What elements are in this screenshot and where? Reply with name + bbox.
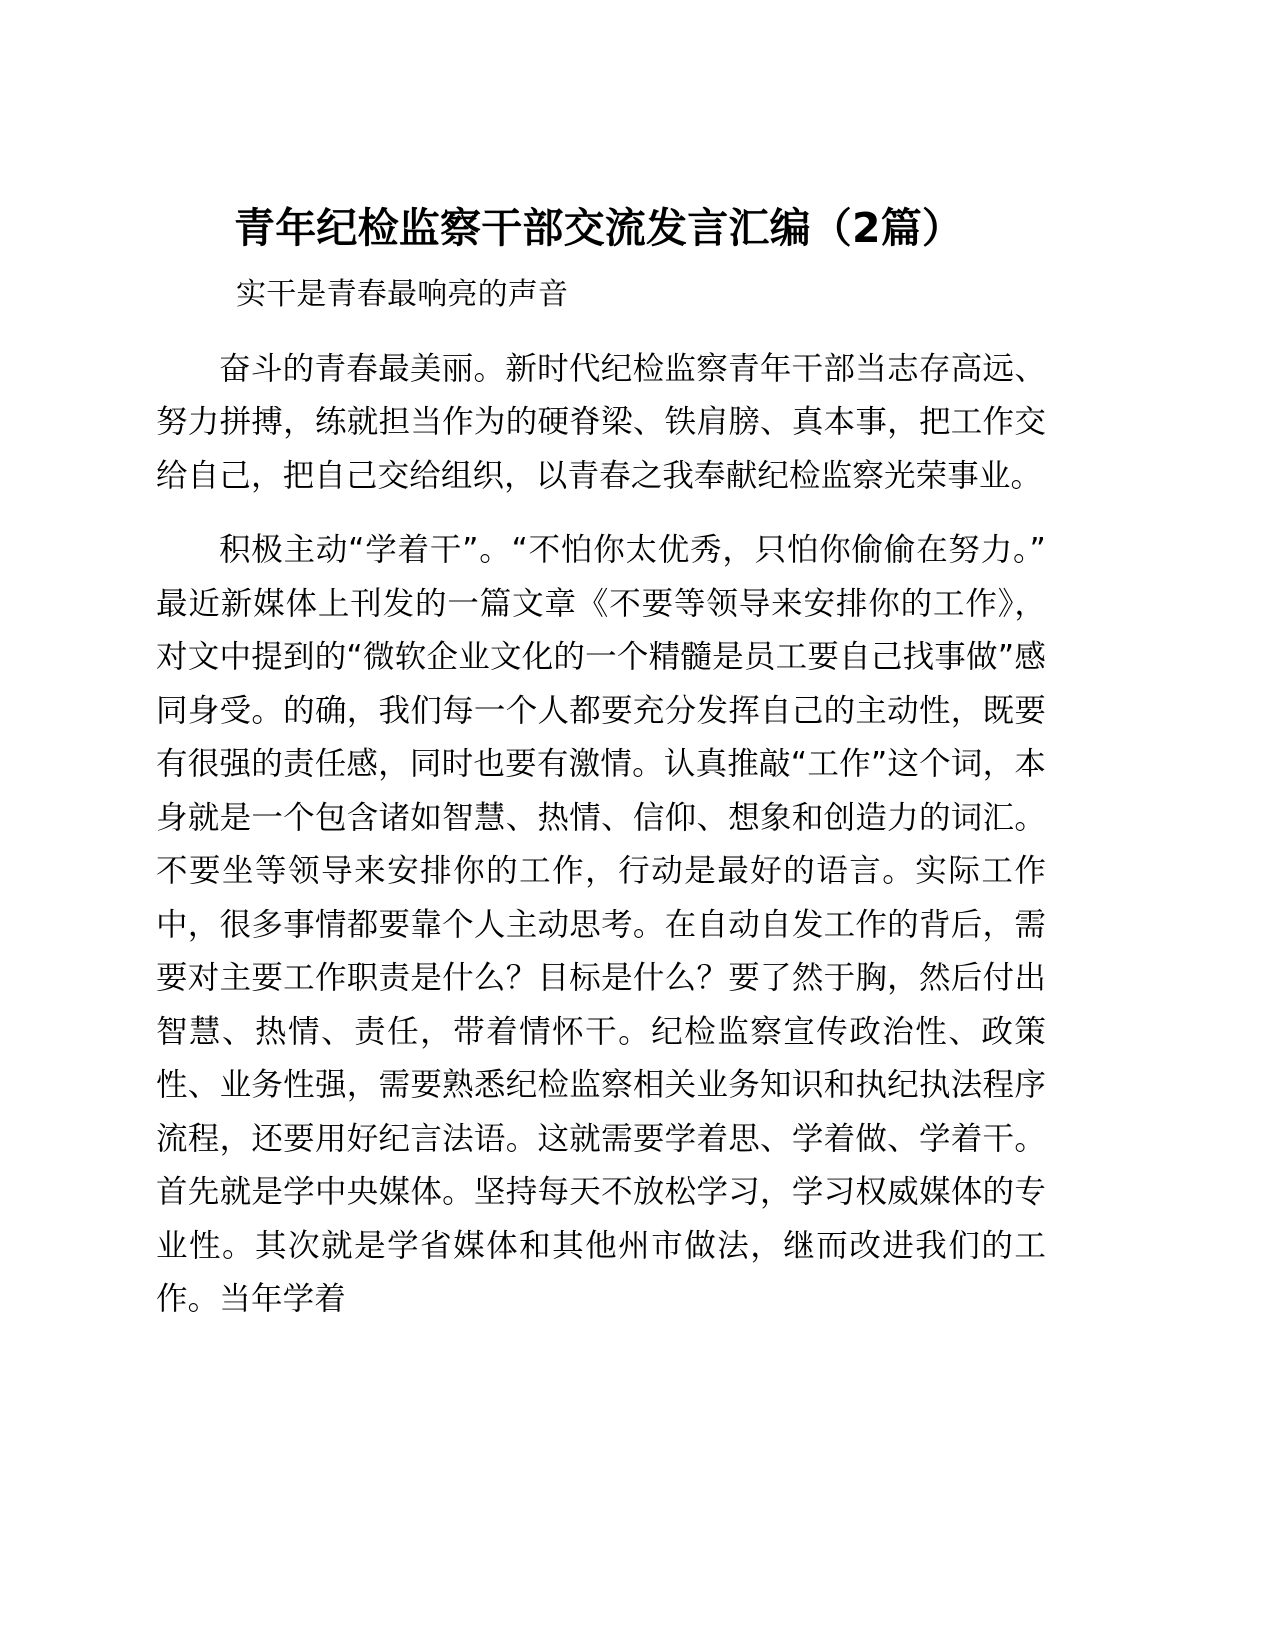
document-title: 青年纪检监察干部交流发言汇编（2篇）: [234, 204, 964, 252]
document-content-column: [156, 0, 1046, 1327]
document-subtitle: 实干是青春最响亮的声音: [236, 277, 569, 313]
body-paragraph-1: 奋斗的青春最美丽。新时代纪检监察青年干部当志存高远、努力拼搏，练就担当作为的硬脊梁、铁肩膀、真本事，把工作交给自己，把自己交给组织，以青春之我奉献纪检监察光荣事业。: [156, 350, 1046, 494]
body-paragraph-2: 积极主动“学着干”。“不怕你太优秀，只怕你偷偷在努力。”最近新媒体上刊发的一篇文章《不要等领导来安排你的工作》，对文中提到的“微软企业文化的一个精髓是员工要自己找事做”感同身受。的确，我们每一个人都要充分发挥自己的主动性，既要有很强的责任感，同时也要有激情。认真推敲“工作”这个词，本身就是一个包含诸如智慧、热情、信仰、想象和创造力的词汇。不要坐等领导来安排你的工作，行动是最好的语言。实际工作中，很多事情都要靠个人主动思考。在自动自发工作的背后，需要对主要工作职责是什么？目标是什么？要了然于胸，然后付出智慧、热情、责任，带着情怀干。纪检监察宣传政治性、政策性、业务性强，需要熟悉纪检监察相关业务知识和执纪执法程序流程，还要用好纪言法语。这就需要学着思、学着做、学着干。首先就是学中央媒体。坚持每天不放松学习，学习权威媒体的专业性。其次就是学省媒体和其他州市做法，继而改进我们的工作。当年学着: [156, 532, 1046, 1318]
